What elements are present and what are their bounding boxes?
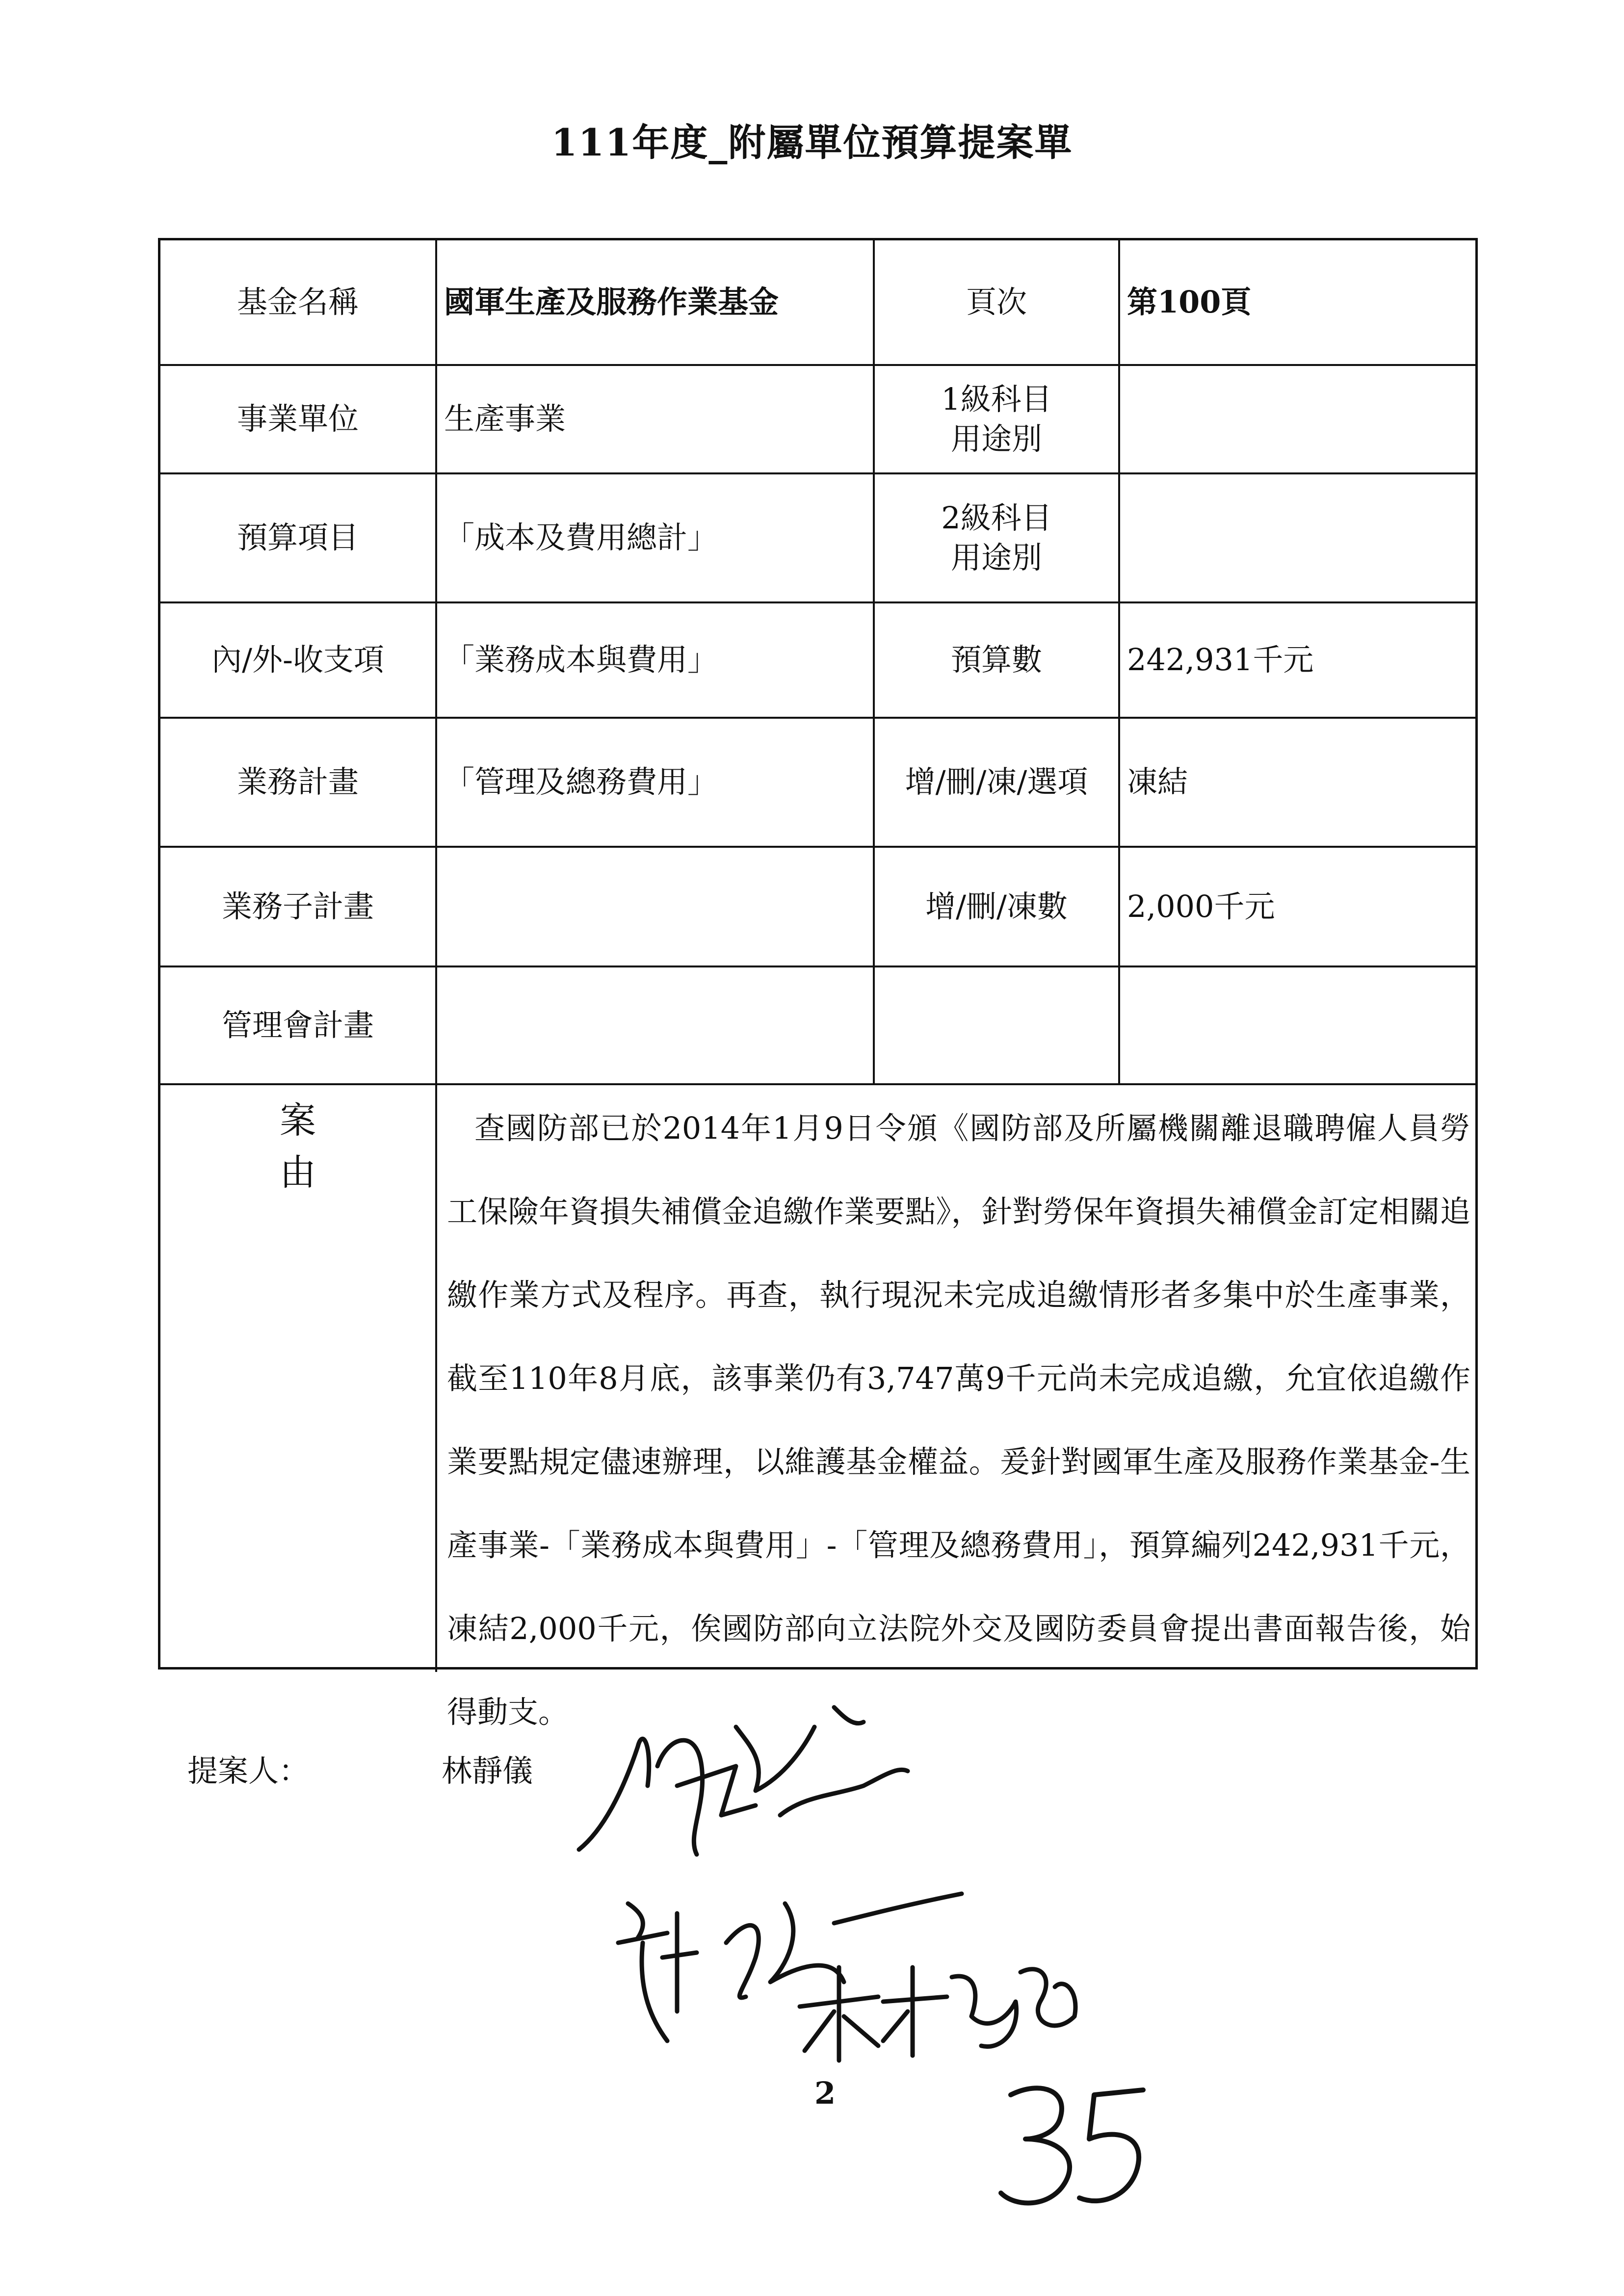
label-fund-name: 基金名稱: [236, 284, 359, 320]
value-revenue-expense-item: 「業務成本與費用」: [444, 642, 718, 678]
signature-stroke: [618, 1904, 667, 2041]
value-business-plan: 「管理及總務費用」: [444, 764, 718, 800]
label-action-option: 增/刪/凍/選項: [905, 764, 1088, 800]
label-level1-account: 1級科目 用途別: [941, 381, 1052, 457]
label-business-unit: 事業單位: [236, 401, 359, 437]
reason-text: 查國防部已於2014年1月9日令頒《國防部及所屬機關離退職聘僱人員勞工保險年資損失補償金追繳作業要點》，針對勞保年資損失補償金訂定相關追繳作業方式及程序。再查，執行現況未完成追繳情形者多集中於生產事業，截至110年8月底，該事業仍有3,747萬9千元尚未完成追繳，允宜依追繳作業要點規定儘速辦理，以維護基金權益。爰針對國軍生產及服務作業基金-生產事業-「業務成本與費用」-「管理及總務費用」，預算編列242,931千元，凍結2,000千元，俟國防部向立法院外交及國防委員會提出書面報告後，始得動支。: [447, 1110, 1470, 1730]
signature-stroke: [662, 1913, 697, 2011]
signature-stroke: [1021, 1969, 1075, 2026]
value-business-unit: 生產事業: [444, 401, 566, 437]
label-revenue-expense-item: 內/外-收支項: [211, 642, 384, 678]
handwritten-number-mark: [1001, 2088, 1070, 2203]
label-management-accounting-plan: 管理會計畫: [221, 1007, 374, 1043]
signature-stroke: [736, 1727, 814, 1791]
signature-stroke: [677, 1766, 756, 1815]
label-page: 頁次: [966, 284, 1027, 320]
signature-stroke: [657, 1740, 703, 1854]
value-action-amount: 2,000千元: [1127, 888, 1275, 924]
page-title: 111年度_附屬單位預算提案單: [551, 121, 1073, 164]
signature-stroke: [800, 1967, 878, 2061]
label-budget-amount: 預算數: [950, 642, 1042, 678]
signature-stroke: [834, 1894, 962, 1923]
label-business-plan: 業務計畫: [236, 764, 359, 800]
signature-stroke: [834, 1707, 864, 1723]
signature-stroke: [726, 1925, 759, 1997]
reason-label: 案由: [280, 1099, 385, 1194]
label-level2-account: 2級科目 用途別: [941, 499, 1052, 575]
label-action-amount: 增/刪/凍數: [925, 888, 1068, 924]
page-number: 2: [814, 2075, 836, 2111]
signature-stroke: [770, 1904, 844, 1982]
signature-stroke: [579, 1739, 649, 1850]
value-page: 第100頁: [1127, 284, 1252, 320]
proposer-label: 提案人：: [187, 1753, 310, 1789]
value-budget-item: 「成本及費用總計」: [444, 520, 718, 556]
signature-stroke: [952, 1976, 1017, 2046]
value-action-option: 凍結: [1127, 764, 1188, 800]
proposer-name: 林靜儀: [442, 1753, 533, 1789]
label-budget-item: 預算項目: [236, 520, 359, 556]
signature-stroke: [883, 1967, 947, 2056]
value-fund-name: 國軍生產及服務作業基金: [444, 284, 779, 320]
label-sub-plan: 業務子計畫: [221, 888, 374, 924]
signature-stroke: [780, 1770, 908, 1815]
handwritten-number-mark: [1079, 2090, 1143, 2201]
value-budget-amount: 242,931千元: [1127, 642, 1314, 678]
